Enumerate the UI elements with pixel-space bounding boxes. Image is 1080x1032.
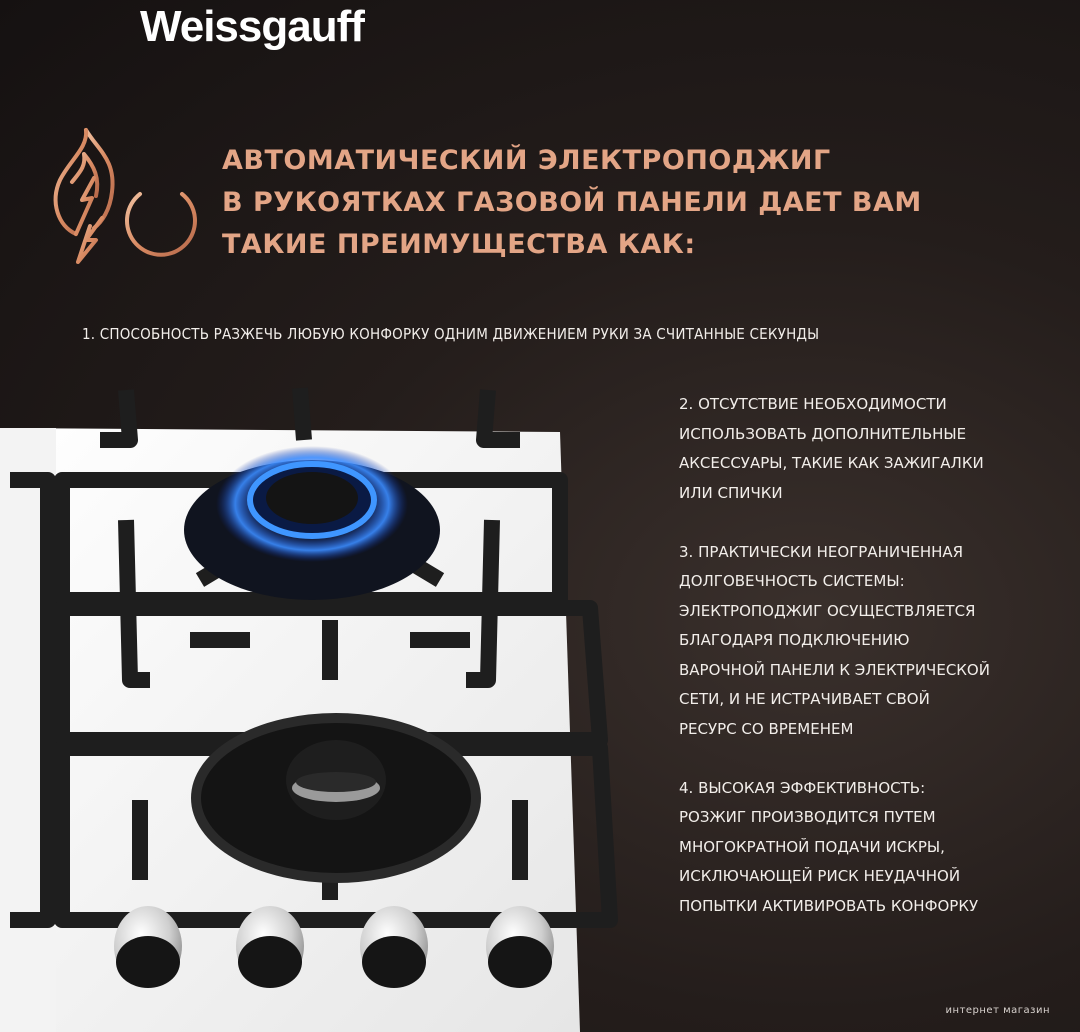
power-icon bbox=[127, 178, 195, 255]
benefits-list bbox=[679, 390, 1069, 951]
benefit-line: АКСЕССУАРЫ, ТАКИЕ КАК ЗАЖИГАЛКИ bbox=[679, 454, 984, 472]
benefit-line: 2. ОТСУТСТВИЕ НЕОБХОДИМОСТИ bbox=[679, 395, 947, 413]
benefit-4 bbox=[679, 774, 1069, 922]
benefit-line: ЭЛЕКТРОПОДЖИГ ОСУЩЕСТВЛЯЕТСЯ bbox=[679, 601, 976, 620]
benefit-line: ИЛИ СПИЧКИ bbox=[679, 483, 783, 502]
benefit-line: ДОЛГОВЕЧНОСТЬ СИСТЕМЫ: bbox=[679, 572, 905, 590]
benefit-line: ВАРОЧНОЙ ПАНЕЛИ К ЭЛЕКТРИЧЕСКОЙ bbox=[679, 660, 990, 679]
feature-icons bbox=[46, 122, 206, 287]
benefit-2 bbox=[679, 390, 1069, 508]
benefit-line: ИСКЛЮЧАЮЩЕЙ РИСК НЕУДАЧНОЙ bbox=[679, 867, 961, 885]
benefit-line: 3. ПРАКТИЧЕСКИ НЕОГРАНИЧЕННАЯ bbox=[679, 542, 964, 561]
benefit-line: РЕСУРС СО ВРЕМЕНЕМ bbox=[679, 719, 854, 738]
benefit-line: СЕТИ, И НЕ ИСТРАЧИВАЕТ СВОЙ bbox=[679, 690, 930, 708]
benefit-1: 1. СПОСОБНОСТЬ РАЗЖЕЧЬ ЛЮБУЮ КОНФОРКУ ОДНИМ ДВИЖЕНИЕМ РУКИ ЗА СЧИТАННЫЕ СЕКУНДЫ bbox=[82, 325, 820, 343]
benefit-3 bbox=[679, 538, 1069, 745]
store-watermark: интернет магазин bbox=[945, 1005, 1050, 1016]
benefit-line: ПОПЫТКИ АКТИВИРОВАТЬ КОНФОРКУ bbox=[679, 896, 979, 915]
brand-logo: Weissgauff bbox=[140, 2, 364, 51]
flame-lightning-icon bbox=[56, 130, 113, 262]
headline-line: В РУКОЯТКАХ ГАЗОВОЙ ПАНЕЛИ ДАЕТ ВАМ bbox=[222, 187, 922, 218]
benefit-line: БЛАГОДАРЯ ПОДКЛЮЧЕНИЮ bbox=[679, 631, 910, 649]
headline-line: АВТОМАТИЧЕСКИЙ ЭЛЕКТРОПОДЖИГ bbox=[222, 145, 831, 176]
headline-line: ТАКИЕ ПРЕИМУЩЕСТВА КАК: bbox=[222, 229, 696, 260]
benefit-line: 4. ВЫСОКАЯ ЭФФЕКТИВНОСТЬ: bbox=[679, 778, 926, 797]
benefit-line: МНОГОКРАТНОЙ ПОДАЧИ ИСКРЫ, bbox=[679, 837, 945, 856]
headline bbox=[222, 140, 1042, 266]
gas-hob-photo bbox=[0, 380, 660, 1032]
benefit-line: РОЗЖИГ ПРОИЗВОДИТСЯ ПУТЕМ bbox=[679, 808, 936, 826]
benefit-line: ИСПОЛЬЗОВАТЬ ДОПОЛНИТЕЛЬНЫЕ bbox=[679, 424, 967, 443]
